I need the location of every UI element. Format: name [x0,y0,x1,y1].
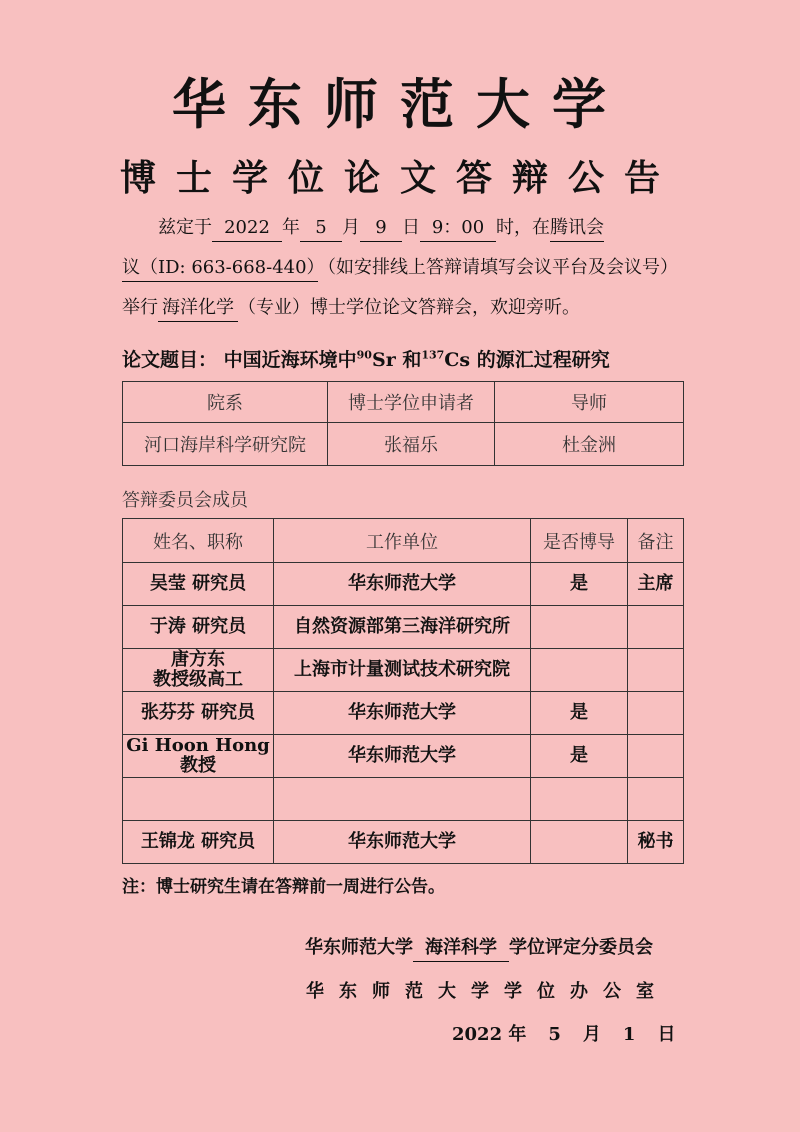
committee-body [123,563,684,864]
intro-text-1: 兹定于 [158,217,212,238]
member-remark [628,692,684,735]
member-supervisor: 是 [531,735,628,778]
signature-field: 海洋科学 [413,935,509,962]
intro-text-3: 月 [342,217,360,238]
member-remark [628,649,684,692]
committee-label: 答辩委员会成员 [122,490,248,511]
committee-member-row [123,778,684,821]
member-name: 唐方东 教授级高工 [123,649,274,692]
intro-text-5: 时，在 [496,217,550,238]
committee-member-row [123,735,684,778]
member-name [123,778,274,821]
signature-prefix: 华东师范大学 [305,937,413,958]
date-day: 1 [622,1024,636,1045]
thesis-part-2: Sr 和 [371,349,422,371]
member-unit [274,778,531,821]
applicant-info-table [122,381,684,466]
office-signature: 华东师范大学学位办公室 [306,981,669,1002]
date-year-label: 年 [508,1024,527,1045]
isotope-sr-mass: 90 [356,348,372,362]
defense-time: 9：00 [420,215,496,242]
notice-title: 博士学位论文答辩公告 [119,157,680,199]
defense-venue-b: 议（ID: 663-668-440） [122,255,318,282]
department: 河口海岸科学研究院 [123,423,328,466]
isotope-cs-mass: 137 [421,348,445,362]
committee-member-row [123,821,684,864]
defense-day: 9 [360,215,402,242]
header-name-title: 姓名、职称 [123,519,274,563]
header-supervisor: 是否博导 [531,519,628,563]
member-unit: 华东师范大学 [274,692,531,735]
committee-member-row [123,692,684,735]
signature-suffix: 学位评定分委员会 [509,937,653,958]
member-name: 王锦龙 研究员 [123,821,274,864]
info-header-row [123,382,684,423]
committee-header-row [123,519,684,563]
member-unit: 华东师范大学 [274,735,531,778]
info-data-row [123,423,684,466]
member-name: 吴莹 研究员 [123,563,274,606]
thesis-label: 论文题目： [122,349,218,371]
member-name: 于涛 研究员 [123,606,274,649]
member-remark [628,735,684,778]
header-department: 院系 [123,382,328,423]
advisor: 杜金洲 [495,423,684,466]
intro-text-6: （如安排线上答辩请填写会议平台及会议号）举行 [122,257,678,318]
header-unit: 工作单位 [274,519,531,563]
defense-month: 5 [300,215,342,242]
defense-year: 2022 [212,215,282,242]
committee-table [122,518,684,864]
member-unit: 华东师范大学 [274,821,531,864]
intro-text-2: 年 [282,217,300,238]
member-unit: 华东师范大学 [274,563,531,606]
university-title: 华东师范大学 [172,72,628,136]
intro-text-7: （专业）博士学位论文答辩会，欢迎旁听。 [238,297,580,318]
committee-member-row [123,606,684,649]
intro-paragraph [122,208,687,328]
member-name: Gi Hoon Hong 教授 [123,735,274,778]
major: 海洋化学 [158,295,238,322]
signature-date [452,1020,675,1046]
member-supervisor [531,649,628,692]
date-month: 5 [548,1024,561,1045]
member-unit: 自然资源部第三海洋研究所 [274,606,531,649]
header-advisor: 导师 [495,382,684,423]
thesis-title [122,345,610,372]
member-supervisor: 是 [531,692,628,735]
member-supervisor [531,606,628,649]
committee-member-row [123,563,684,606]
member-name: 张芬芬 研究员 [123,692,274,735]
member-remark: 主席 [628,563,684,606]
header-applicant: 博士学位申请者 [328,382,495,423]
member-remark: 秘书 [628,821,684,864]
defense-venue-a: 腾讯会 [550,215,604,242]
member-remark [628,778,684,821]
note: 注：博士研究生请在答辩前一周进行公告。 [122,877,445,897]
member-supervisor: 是 [531,563,628,606]
date-month-label: 月 [582,1024,601,1045]
date-day-label: 日 [657,1024,676,1045]
member-supervisor [531,821,628,864]
intro-text-4: 日 [402,217,420,238]
committee-member-row [123,649,684,692]
member-supervisor [531,778,628,821]
thesis-part-1: 中国近海环境中 [223,349,357,371]
member-unit: 上海市计量测试技术研究院 [274,649,531,692]
thesis-part-3: Cs 的源汇过程研究 [444,349,610,371]
committee-signature [305,933,653,962]
member-remark [628,606,684,649]
header-remark: 备注 [628,519,684,563]
applicant: 张福乐 [328,423,495,466]
date-year: 2022 [452,1024,503,1045]
